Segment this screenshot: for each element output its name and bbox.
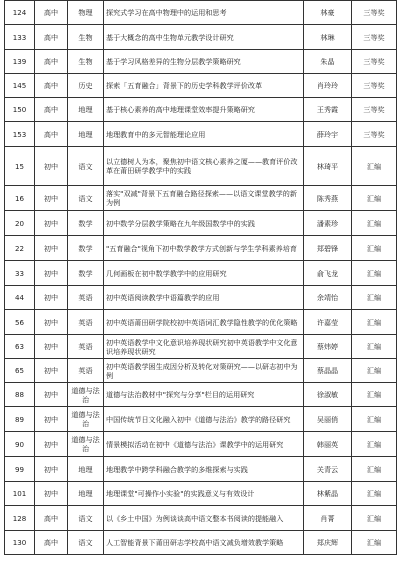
award-level-cell: 汇编 <box>352 211 397 236</box>
school-stage-cell: 初中 <box>35 407 68 432</box>
school-stage-cell: 高中 <box>35 122 68 147</box>
entry-number-cell: 90 <box>5 432 35 457</box>
author-name-cell: 薛玲宇 <box>304 122 352 147</box>
entry-number-cell: 139 <box>5 50 35 74</box>
paper-title-cell: 以立德树人为本，聚焦初中语文核心素养之厦——教育评价改革在莆田研学教学中的实践 <box>104 147 304 186</box>
subject-cell: 地理 <box>68 98 104 122</box>
table-row <box>5 25 397 50</box>
author-name-cell: 蔡晶晶 <box>304 359 352 383</box>
school-stage-cell: 初中 <box>35 186 68 211</box>
subject-cell: 生物 <box>68 25 104 50</box>
subject-cell: 物理 <box>68 1 104 25</box>
author-name-cell: 郑庆辉 <box>304 531 352 555</box>
entry-number-cell: 145 <box>5 74 35 98</box>
table-row <box>5 236 397 261</box>
school-stage-cell: 高中 <box>35 25 68 50</box>
author-name-cell: 徐淑敏 <box>304 383 352 407</box>
subject-cell: 语文 <box>68 531 104 555</box>
subject-cell: 道德与法治 <box>68 383 104 407</box>
award-level-cell: 汇编 <box>352 432 397 457</box>
award-level-cell: 汇编 <box>352 506 397 531</box>
subject-cell: 生物 <box>68 50 104 74</box>
paper-title-cell: 初中英语教学困生成因分析及转化对策研究——以研志初中为例 <box>104 359 304 383</box>
school-stage-cell: 初中 <box>35 147 68 186</box>
school-stage-cell: 高中 <box>35 1 68 25</box>
subject-cell: 道德与法治 <box>68 432 104 457</box>
award-level-cell: 汇编 <box>352 236 397 261</box>
paper-title-cell: 基于核心素养的高中地理课堂效率提升策略研究 <box>104 98 304 122</box>
entry-number-cell: 130 <box>5 531 35 555</box>
paper-title-cell: 情景模拟活动在初中《道德与法治》课教学中的运用研究 <box>104 432 304 457</box>
author-name-cell: 陈秀燕 <box>304 186 352 211</box>
award-level-cell: 汇编 <box>352 335 397 359</box>
author-name-cell: 林紫晶 <box>304 482 352 506</box>
entry-number-cell: 16 <box>5 186 35 211</box>
award-level-cell: 汇编 <box>352 482 397 506</box>
paper-title-cell: 落实"双减"背景下五育融合路径探索——以语文课堂教学的新为例 <box>104 186 304 211</box>
entry-number-cell: 63 <box>5 335 35 359</box>
table-row <box>5 432 397 457</box>
entry-number-cell: 88 <box>5 383 35 407</box>
award-level-cell: 汇编 <box>352 359 397 383</box>
entry-number-cell: 150 <box>5 98 35 122</box>
school-stage-cell: 初中 <box>35 482 68 506</box>
school-stage-cell: 高中 <box>35 50 68 74</box>
paper-title-cell: 探究式学习在高中物理中的运用和思考 <box>104 1 304 25</box>
school-stage-cell: 初中 <box>35 383 68 407</box>
table-row <box>5 1 397 25</box>
author-name-cell: 余靖怡 <box>304 286 352 310</box>
author-name-cell: 吴丽俏 <box>304 407 352 432</box>
entry-number-cell: 124 <box>5 1 35 25</box>
entry-number-cell: 101 <box>5 482 35 506</box>
author-name-cell: 蔡炜婷 <box>304 335 352 359</box>
table-row <box>5 122 397 147</box>
paper-title-cell: 人工智能背景下莆田研志学校高中语文减负增效教学策略 <box>104 531 304 555</box>
entry-number-cell: 20 <box>5 211 35 236</box>
entry-number-cell: 56 <box>5 310 35 335</box>
entry-number-cell: 22 <box>5 236 35 261</box>
author-name-cell: 郑碧锋 <box>304 236 352 261</box>
paper-title-cell: 地理教学中跨学科融合教学的多维探索与实践 <box>104 457 304 482</box>
author-name-cell: 肖菁 <box>304 506 352 531</box>
table-row <box>5 211 397 236</box>
paper-title-cell: 初中英语莆田研学院校初中英语词汇教学隐性教学的优化策略 <box>104 310 304 335</box>
award-level-cell: 三等奖 <box>352 98 397 122</box>
table-row <box>5 186 397 211</box>
author-name-cell: 俞飞龙 <box>304 261 352 286</box>
award-level-cell: 汇编 <box>352 407 397 432</box>
school-stage-cell: 初中 <box>35 236 68 261</box>
author-name-cell: 许嘉莹 <box>304 310 352 335</box>
paper-title-cell: "五育融合"视角下初中数学教学方式创新与学生学科素养培育 <box>104 236 304 261</box>
award-level-cell: 三等奖 <box>352 25 397 50</box>
table-row <box>5 50 397 74</box>
award-level-cell: 汇编 <box>352 286 397 310</box>
table-row <box>5 286 397 310</box>
table-row <box>5 383 397 407</box>
school-stage-cell: 初中 <box>35 359 68 383</box>
subject-cell: 英语 <box>68 286 104 310</box>
author-name-cell: 王秀霞 <box>304 98 352 122</box>
award-level-cell: 三等奖 <box>352 74 397 98</box>
author-name-cell: 林琳 <box>304 25 352 50</box>
paper-title-cell: 道德与法治教材中"探究与分享"栏目的运用研究 <box>104 383 304 407</box>
subject-cell: 语文 <box>68 147 104 186</box>
award-level-cell: 汇编 <box>352 147 397 186</box>
school-stage-cell: 初中 <box>35 457 68 482</box>
school-stage-cell: 高中 <box>35 98 68 122</box>
table-row <box>5 482 397 506</box>
school-stage-cell: 初中 <box>35 286 68 310</box>
paper-title-cell: 地理教育中的多元智能理论应用 <box>104 122 304 147</box>
subject-cell: 英语 <box>68 310 104 335</box>
paper-title-cell: 地理课堂"可操作小实验"的实践意义与有效设计 <box>104 482 304 506</box>
table-row <box>5 407 397 432</box>
subject-cell: 道德与法治 <box>68 407 104 432</box>
school-stage-cell: 初中 <box>35 261 68 286</box>
paper-title-cell: 基于大概念的高中生物单元教学设计研究 <box>104 25 304 50</box>
paper-title-cell: 基于学习风格差异的生物分层教学策略研究 <box>104 50 304 74</box>
subject-cell: 地理 <box>68 457 104 482</box>
paper-title-cell: 初中数学分层教学策略在九年级国数学中的实践 <box>104 211 304 236</box>
table-row <box>5 506 397 531</box>
subject-cell: 数学 <box>68 211 104 236</box>
award-level-cell: 汇编 <box>352 186 397 211</box>
entry-number-cell: 15 <box>5 147 35 186</box>
author-name-cell: 林豪 <box>304 1 352 25</box>
awards-table <box>4 0 397 555</box>
table-row <box>5 457 397 482</box>
paper-title-cell: 初中英语阅读教学中语篇教学的应用 <box>104 286 304 310</box>
subject-cell: 数学 <box>68 236 104 261</box>
table-row <box>5 335 397 359</box>
award-level-cell: 汇编 <box>352 261 397 286</box>
subject-cell: 历史 <box>68 74 104 98</box>
paper-title-cell: 几何画板在初中数学教学中的应用研究 <box>104 261 304 286</box>
author-name-cell: 关青云 <box>304 457 352 482</box>
entry-number-cell: 89 <box>5 407 35 432</box>
paper-title-cell: 中国传统节日文化融入初中《道德与法治》教学的路径研究 <box>104 407 304 432</box>
author-name-cell: 韩丽英 <box>304 432 352 457</box>
awards-table-body <box>5 1 397 555</box>
paper-title-cell: 以《乡土中国》为例谈谈高中语文整本书阅读的提能融入 <box>104 506 304 531</box>
table-row <box>5 310 397 335</box>
award-level-cell: 汇编 <box>352 383 397 407</box>
paper-title-cell: 初中英语教学中文化意识培养现状研究初中英语教学中文化意识培养现状研究 <box>104 335 304 359</box>
school-stage-cell: 初中 <box>35 432 68 457</box>
school-stage-cell: 初中 <box>35 310 68 335</box>
award-level-cell: 汇编 <box>352 457 397 482</box>
entry-number-cell: 65 <box>5 359 35 383</box>
subject-cell: 英语 <box>68 359 104 383</box>
entry-number-cell: 44 <box>5 286 35 310</box>
author-name-cell: 朱晶 <box>304 50 352 74</box>
entry-number-cell: 33 <box>5 261 35 286</box>
author-name-cell: 潘素珍 <box>304 211 352 236</box>
entry-number-cell: 99 <box>5 457 35 482</box>
author-name-cell: 肖玲玲 <box>304 74 352 98</box>
subject-cell: 英语 <box>68 335 104 359</box>
school-stage-cell: 初中 <box>35 211 68 236</box>
school-stage-cell: 初中 <box>35 335 68 359</box>
award-level-cell: 三等奖 <box>352 50 397 74</box>
subject-cell: 地理 <box>68 482 104 506</box>
school-stage-cell: 高中 <box>35 531 68 555</box>
subject-cell: 地理 <box>68 122 104 147</box>
subject-cell: 数学 <box>68 261 104 286</box>
table-row <box>5 74 397 98</box>
table-row <box>5 147 397 186</box>
entry-number-cell: 153 <box>5 122 35 147</box>
award-level-cell: 三等奖 <box>352 1 397 25</box>
table-row <box>5 531 397 555</box>
subject-cell: 语文 <box>68 186 104 211</box>
award-level-cell: 汇编 <box>352 531 397 555</box>
table-row <box>5 98 397 122</box>
school-stage-cell: 高中 <box>35 506 68 531</box>
award-level-cell: 三等奖 <box>352 122 397 147</box>
subject-cell: 语文 <box>68 506 104 531</box>
paper-title-cell: 探索「五育融合」背景下的历史学科教学评价改革 <box>104 74 304 98</box>
entry-number-cell: 128 <box>5 506 35 531</box>
table-row <box>5 359 397 383</box>
author-name-cell: 林琦平 <box>304 147 352 186</box>
award-level-cell: 汇编 <box>352 310 397 335</box>
entry-number-cell: 133 <box>5 25 35 50</box>
school-stage-cell: 高中 <box>35 74 68 98</box>
table-row <box>5 261 397 286</box>
